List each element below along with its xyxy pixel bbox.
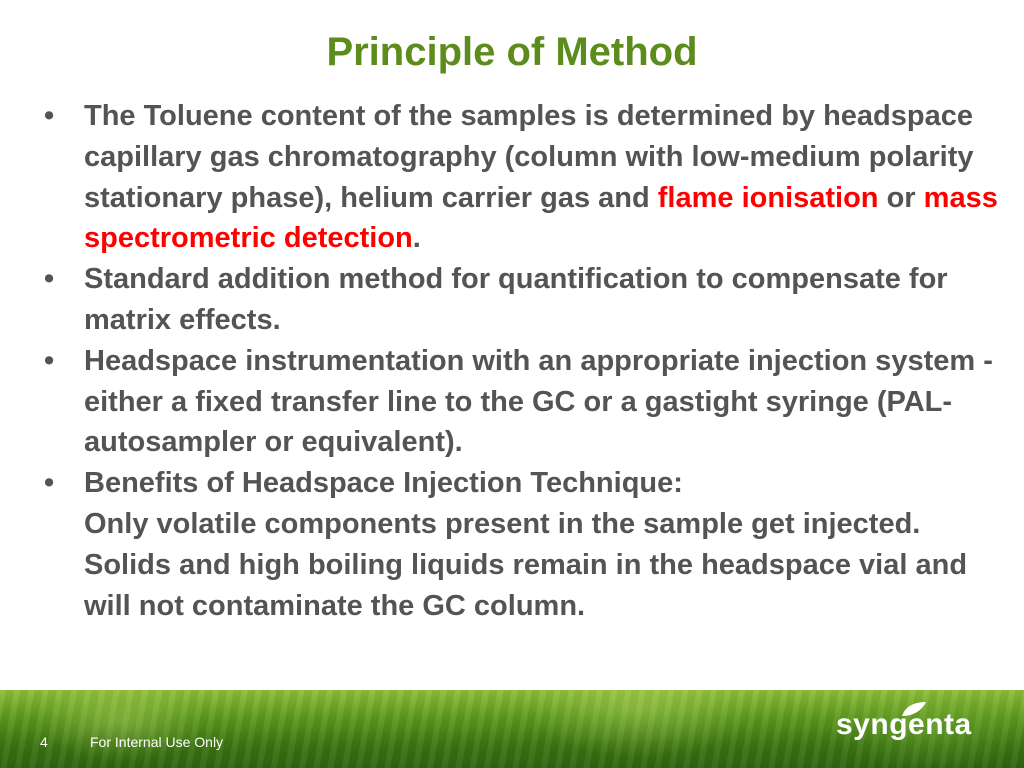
bullet-text-end: . [412, 222, 421, 255]
bullet-item [40, 341, 1015, 463]
bullet-text: Standard addition method for quantification to compensate for matrix effects. [84, 263, 948, 336]
slide-title: Principle of Method [326, 30, 698, 74]
footer-text: For Internal Use Only [90, 734, 224, 750]
bullet-symbol: • [44, 467, 55, 500]
bullet-item [40, 259, 1015, 341]
bullet-continuation: Only volatile components present in the sample get injected. Solids and high boiling liquids remain in the headspace vial and will not contaminate the GC column. [84, 507, 968, 622]
bullet-text: Headspace instrumentation with an appropriate injection system - either a fixed transfer line to the GC or a gastight syringe (PAL-autosampler or equivalent). [84, 344, 993, 459]
bullet-item [40, 96, 1015, 259]
bullet-text: Benefits of Headspace Injection Technique: [84, 467, 683, 500]
bullet-item [40, 463, 1015, 626]
bullet-text-connector: or [878, 181, 924, 214]
bullet-symbol: • [44, 100, 55, 132]
footer-band [0, 690, 1024, 768]
highlight-mass-spectrometric-detection: mass spectrometric detection [84, 181, 998, 255]
syngenta-logo: syngenta [836, 708, 972, 741]
bullet-symbol: • [44, 263, 55, 296]
bullet-text: The Toluene content of the samples is determined by headspace capillary gas chromatography (column with low-medium polarity stationary phase), helium carrier gas and [84, 100, 974, 214]
slide-content [40, 96, 1015, 626]
highlight-flame-ionisation: flame ionisation [657, 181, 879, 214]
bullet-symbol: • [44, 344, 55, 377]
page-number: 4 [40, 734, 48, 750]
